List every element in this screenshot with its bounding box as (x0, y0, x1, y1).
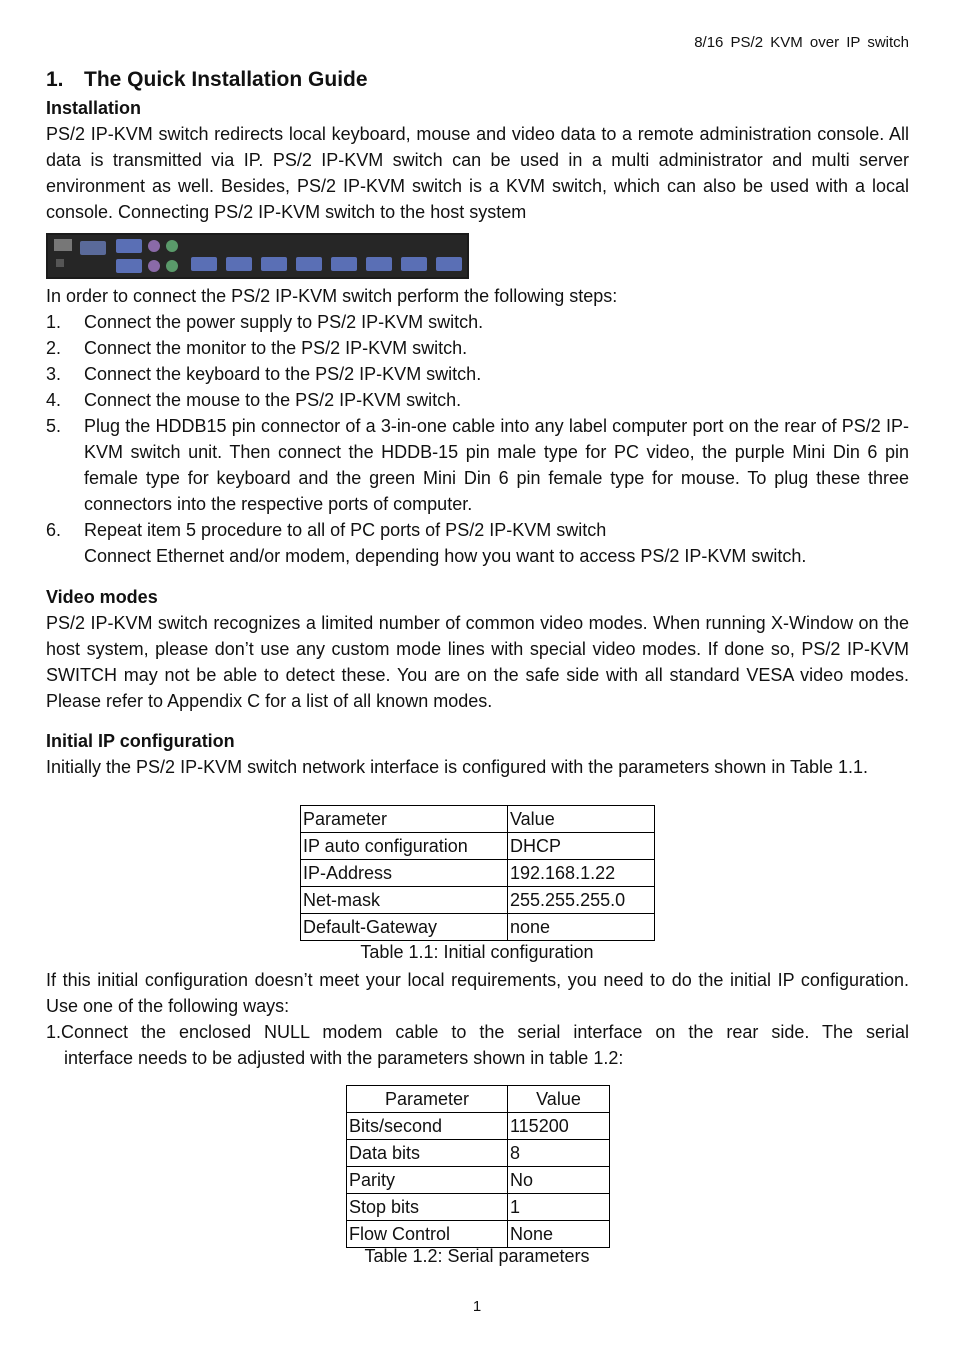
list-item: 4. Connect the mouse to the PS/2 IP-KVM switch. (46, 390, 462, 410)
running-header: 8/16 PS/2 KVM over IP switch (694, 34, 909, 51)
serial-step-line1: 1.Connect the enclosed NULL modem cable to the serial interface on the rear side. The serial (46, 1022, 909, 1042)
table2-caption: Table 1.2: Serial parameters (364, 1246, 590, 1266)
ethernet-note: Connect Ethernet and/or modem, depending how you want to access PS/2 IP-KVM switch. (84, 546, 807, 566)
serial-params-table (346, 1085, 610, 1248)
steps-intro: In order to connect the PS/2 IP-KVM switch perform the following steps: (46, 286, 618, 306)
table-row: Stop bits 1 (347, 1194, 610, 1221)
serial-step-line2: interface needs to be adjusted with the parameters shown in table 1.2: (64, 1048, 624, 1068)
video-modes-title: Video modes (46, 587, 158, 607)
table-row: IP auto configuration DHCP (301, 833, 655, 860)
list-item: 3. Connect the keyboard to the PS/2 IP-KVM switch. (46, 364, 482, 384)
section-heading (46, 68, 368, 92)
list-item: 6. Repeat item 5 procedure to all of PC ports of PS/2 IP-KVM switch (46, 520, 607, 540)
initial-config-table (300, 805, 655, 941)
table-row: Flow Control None (347, 1221, 610, 1248)
ip-config-paragraph: Initially the PS/2 IP-KVM switch network interface is configured with the parameters shown in Table 1.1. (46, 757, 869, 777)
page-number: 1 (472, 1298, 482, 1315)
table-row: Net-mask 255.255.255.0 (301, 887, 655, 914)
kvm-switch-rear-panel-image (46, 233, 469, 279)
steps-section (46, 283, 909, 569)
installation-title: Installation (46, 98, 142, 118)
table-row: Default-Gateway none (301, 914, 655, 941)
installation-section (46, 95, 909, 225)
table-row: IP-Address 192.168.1.22 (301, 860, 655, 887)
after-table-section (46, 967, 909, 1071)
section-number: 1. (46, 68, 64, 91)
table-row: Bits/second 115200 (347, 1113, 610, 1140)
list-item: 5. Plug the HDDB15 pin connector of a 3-in-one cable into any label computer port on the rear of PS/2 IP-KVM switch unit. Then connect the HDDB-15 pin male type for PC video, the purple Mini Din 6 pin female type for keyboard and the green Mini Din 6 pin female type for mouse. To plug these three connectors into the respective ports of computer. (46, 416, 909, 514)
table-row: Parity No (347, 1167, 610, 1194)
list-item: 1. Connect the power supply to PS/2 IP-KVM switch. (46, 312, 484, 332)
steps-list (46, 309, 909, 569)
ip-config-title: Initial IP configuration (46, 731, 235, 751)
list-item (46, 543, 909, 569)
table-row: Parameter Value (347, 1086, 610, 1113)
video-modes-section (46, 584, 909, 714)
video-modes-paragraph: PS/2 IP-KVM switch recognizes a limited number of common video modes. When running X-Window on the host system, please don’t use any custom mode lines with special video modes. If done so, PS/2 IP-KVM SWITCH may not be able to detect these. You are on the safe side with all standard VESA video modes. Please refer to Appendix C for a list of all known modes. (46, 613, 909, 711)
table1-caption: Table 1.1: Initial configuration (360, 942, 594, 962)
section-title: The Quick Installation Guide (84, 68, 368, 91)
ip-config-section (46, 728, 909, 780)
installation-paragraph: PS/2 IP-KVM switch redirects local keyboard, mouse and video data to a remote administration console. All data is transmitted via IP. PS/2 IP-KVM switch can be used in a multi administrator and multi server environment as well. Besides, PS/2 IP-KVM switch is a KVM switch, which can also be used with a local console. Connecting PS/2 IP-KVM switch to the host system (46, 124, 909, 222)
table-row: Parameter Value (301, 806, 655, 833)
table-row: Data bits 8 (347, 1140, 610, 1167)
list-item: 2. Connect the monitor to the PS/2 IP-KVM switch. (46, 338, 468, 358)
after-table-paragraph: If this initial configuration doesn’t meet your local requirements, you need to do the initial IP configuration. Use one of the following ways: (46, 970, 909, 1016)
